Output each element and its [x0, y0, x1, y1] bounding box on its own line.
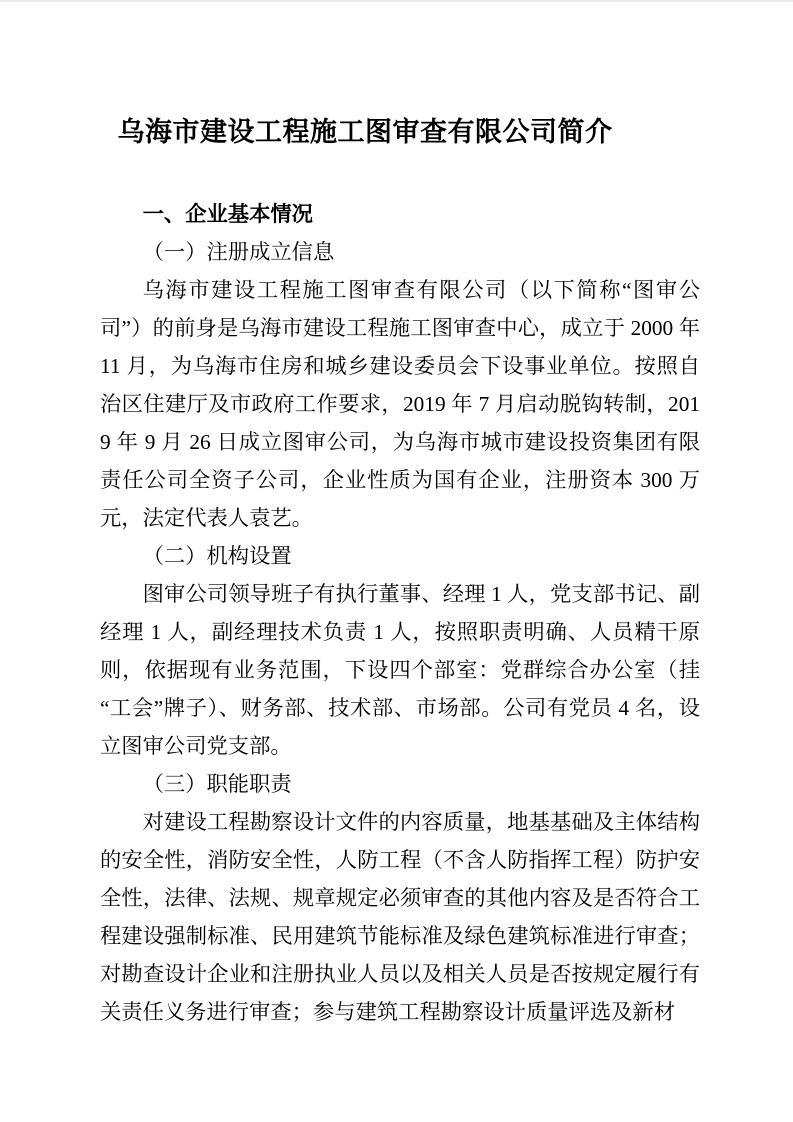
document-title: 乌海市建设工程施工图审查有限公司简介 — [117, 117, 613, 147]
subsection-heading-organization: （二）机构设置 — [142, 544, 292, 568]
subsection-heading-duties: （三）职能职责 — [142, 772, 292, 796]
subsection-heading-registration: （一）注册成立信息 — [142, 240, 335, 264]
paragraph-registration-info: 乌海市建设工程施工图审查有限公司（以下简称“图审公司”）的前身是乌海市建设工程施工图审查中心，成立于 2000 年 11 月，为乌海市住房和城乡建设委员会下设事业单位。按照自治区住建厅及市政府工作要求，2019 年 7 月启动脱钩转制，2019 年 9 月 26 日成立图审公司，为乌海市城市建设投资集团有限责任公司全资子公司，企业性质为国有企业，注册资本 300 万元，法定代表人袁艺。 — [100, 278, 700, 530]
section-heading-basic-info: 一、企业基本情况 — [142, 202, 313, 226]
document-content — [0, 2, 793, 1031]
paragraph-duties: 对建设工程勘察设计文件的内容质量，地基基础及主体结构的安全性，消防安全性，人防工程（不含人防指挥工程）防护安全性，法律、法规、规章规定必须审查的其他内容及是否符合工程建设强制标准、民用建筑节能标准及绿色建筑标准进行审查；对勘查设计企业和注册执业人员以及相关人员是否按规定履行有关责任义务进行审查；参与建筑工程勘察设计质量评选及新材 — [100, 810, 700, 1024]
paragraph-organization-setup: 图审公司领导班子有执行董事、经理 1 人，党支部书记、副经理 1 人，副经理技术负责 1 人，按照职责明确、人员精干原则，依据现有业务范围，下设四个部室：党群综合办公室（挂“工会”牌子）、财务部、技术部、市场部。公司有党员 4 名，设立图审公司党支部。 — [100, 582, 700, 758]
